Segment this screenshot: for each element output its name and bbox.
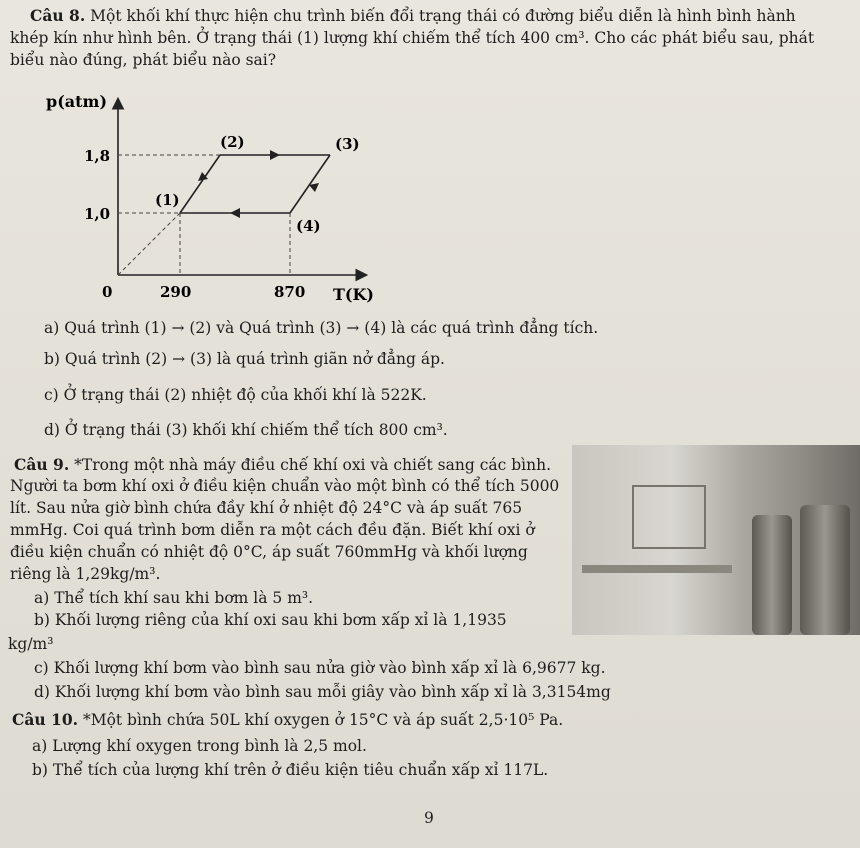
y-tick-10: 1,0: [84, 205, 111, 223]
state-2-label: (2): [220, 133, 245, 151]
q9-line-5: điều kiện chuẩn có nhiệt độ 0°C, áp suất 760mmHg và khối lượng: [10, 543, 528, 561]
q9-line-1: [14, 455, 551, 475]
q8-line-3: biểu nào đúng, phát biểu nào sai?: [10, 51, 277, 69]
q10-line-1: [12, 710, 563, 730]
q10-number: Câu 10.: [12, 710, 79, 729]
q8-option-a: a) Quá trình (1) → (2) và Quá trình (3) → (4) là các quá trình đẳng tích.: [44, 319, 599, 337]
x-axis-label: T(K): [333, 285, 374, 304]
q8-number: Câu 8.: [30, 6, 86, 25]
guide-origin-1: [118, 213, 180, 275]
y-axis-label: p(atm): [46, 92, 108, 111]
y-tick-18: 1,8: [84, 147, 111, 165]
q8-option-c: c) Ở trạng thái (2) nhiệt độ của khối khí là 522K.: [44, 386, 427, 404]
q9-option-a: a) Thể tích khí sau khi bơm là 5 m³.: [34, 589, 314, 607]
q10-option-b: b) Thể tích của lượng khí trên ở điều kiện tiêu chuẩn xấp xỉ 117L.: [32, 761, 549, 779]
process-1-2: [180, 155, 220, 213]
q9-number: Câu 9.: [14, 455, 70, 474]
state-3-label: (3): [335, 135, 360, 153]
q9-option-b: b) Khối lượng riêng của khí oxi sau khi bơm xấp xỉ là 1,1935: [34, 611, 507, 629]
q8-option-b: b) Quá trình (2) → (3) là quá trình giãn nở đẳng áp.: [44, 350, 445, 368]
q10-line-1-text: *Một bình chứa 50L khí oxygen ở 15°C và áp suất 2,5·10⁵ Pa.: [82, 711, 564, 729]
factory-photo: [572, 445, 860, 635]
arrow-2-3: [270, 150, 280, 160]
x-tick-290: 290: [160, 283, 192, 301]
q8-line-1: [30, 6, 796, 26]
q9-option-c: c) Khối lượng khí bơm vào bình sau nửa giờ vào bình xấp xỉ là 6,9677 kg.: [34, 659, 606, 677]
q9-option-d: d) Khối lượng khí bơm vào bình sau mỗi giây vào bình xấp xỉ là 3,3154mg: [34, 683, 611, 701]
q9-line-6: riêng là 1,29kg/m³.: [10, 565, 161, 583]
x-tick-0: 0: [102, 283, 113, 301]
page-number: 9: [424, 809, 434, 827]
process-3-4: [290, 155, 330, 213]
q8-line-1-text: Một khối khí thực hiện chu trình biến đổi trạng thái có đường biểu diễn là hình bình hành: [90, 7, 796, 25]
x-tick-870: 870: [274, 283, 306, 301]
q8-line-2: khép kín như hình bên. Ở trạng thái (1) lượng khí chiếm thể tích 400 cm³. Cho các phát biểu sau, phát: [10, 29, 815, 47]
q9-line-4: mmHg. Coi quá trình bơm diễn ra một cách đều đặn. Biết khí oxi ở: [10, 521, 535, 539]
state-1-label: (1): [155, 191, 180, 209]
q9-line-3: lít. Sau nửa giờ bình chứa đầy khí ở nhiệt độ 24°C và áp suất 765: [10, 499, 523, 517]
q9-line-1-text: *Trong một nhà máy điều chế khí oxi và chiết sang các bình.: [74, 456, 552, 474]
pt-diagram: [40, 75, 400, 305]
state-4-label: (4): [296, 217, 321, 235]
q9-line-2: Người ta bơm khí oxi ở điều kiện chuẩn vào một bình có thể tích 5000: [10, 477, 560, 495]
q8-option-d: d) Ở trạng thái (3) khối khí chiếm thể tích 800 cm³.: [44, 421, 448, 439]
q10-option-a: a) Lượng khí oxygen trong bình là 2,5 mol.: [32, 737, 367, 755]
q9-option-b-unit: kg/m³: [8, 635, 54, 653]
arrow-4-1: [230, 208, 240, 218]
